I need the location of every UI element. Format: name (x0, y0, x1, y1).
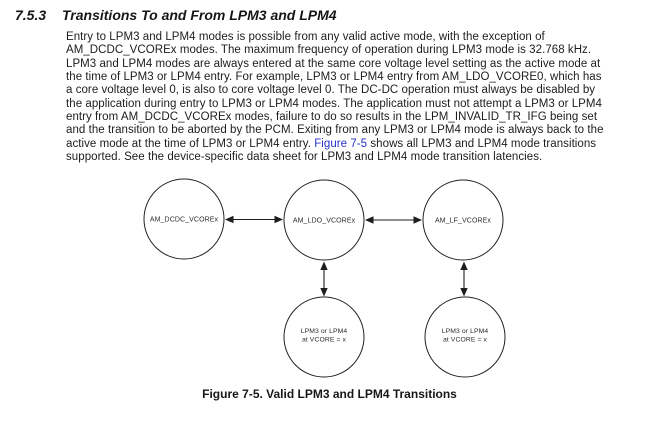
paragraph-line: entry from AM_DCDC_VCOREx modes, failure to do so results in the LPM_INVALID_TR_IFG being set (66, 111, 598, 124)
figure-7-5-link[interactable]: Figure 7-5 (314, 137, 368, 150)
paragraph-line: a core voltage level 0, is also to core voltage level 0. The DC-DC operation must always be disabled by (66, 84, 596, 97)
section-heading (0, 7, 659, 23)
label-am-lf-vcorex: AM_LF_VCOREx (434, 217, 492, 225)
edge-lf-lpm (460, 262, 467, 297)
figure-caption: Figure 7-5. Valid LPM3 and LPM4 Transitions (202, 387, 457, 401)
body-paragraph (66, 31, 641, 164)
edge-dcdc-ldo (225, 216, 283, 223)
paragraph-line: the time of LPM3 or LPM4 entry. For example, LPM3 or LPM4 entry from AM_LDO_VCORE0, which has (66, 71, 602, 84)
paragraph-line: LPM3 and LPM4 modes are always entered at the same core voltage level setting as the active mode at (66, 57, 601, 70)
link-line-after: shows all LPM3 and LPM4 mode transitions (367, 137, 597, 150)
label-am-dcdc-vcorex: AM_DCDC_VCOREx (149, 216, 219, 224)
label-am-ldo-vcorex: AM_LDO_VCOREx (292, 217, 356, 225)
label-lpm-lf-line2: at VCORE = x (442, 336, 488, 344)
paragraph-line: and the transition to be aborted by the PCM. Exiting from any LPM3 or LPM4 mode is always back to the (66, 124, 604, 137)
paragraph-line: the application during entry to LPM3 or LPM4 modes. The application must not attempt a LPM3 or LPM4 (66, 97, 602, 110)
label-lpm-ldo-line2: at VCORE = x (301, 336, 347, 344)
paragraph-line: supported. See the device-specific data sheet for LPM3 and LPM4 mode transition latencies. (66, 151, 543, 164)
paragraph-line: Entry to LPM3 and LPM4 modes is possible from any valid active mode, with the exception of (66, 31, 545, 43)
paragraph-line-with-link (66, 138, 641, 151)
edge-ldo-lf (365, 216, 422, 223)
section-title: Transitions To and From LPM3 and LPM4 (62, 7, 337, 23)
lpm-transition-diagram (0, 170, 659, 385)
link-line-before: active mode at the time of LPM3 or LPM4 entry. (66, 137, 315, 150)
section-number: 7.5.3 (15, 7, 47, 23)
label-lpm-lf-line1: LPM3 or LPM4 (441, 328, 489, 335)
label-lpm-ldo-line1: LPM3 or LPM4 (300, 328, 348, 335)
paragraph-line: AM_DCDC_VCOREx modes. The maximum frequency of operation during LPM3 mode is 32.768 kHz. (66, 44, 592, 57)
edge-ldo-lpm (320, 262, 327, 297)
